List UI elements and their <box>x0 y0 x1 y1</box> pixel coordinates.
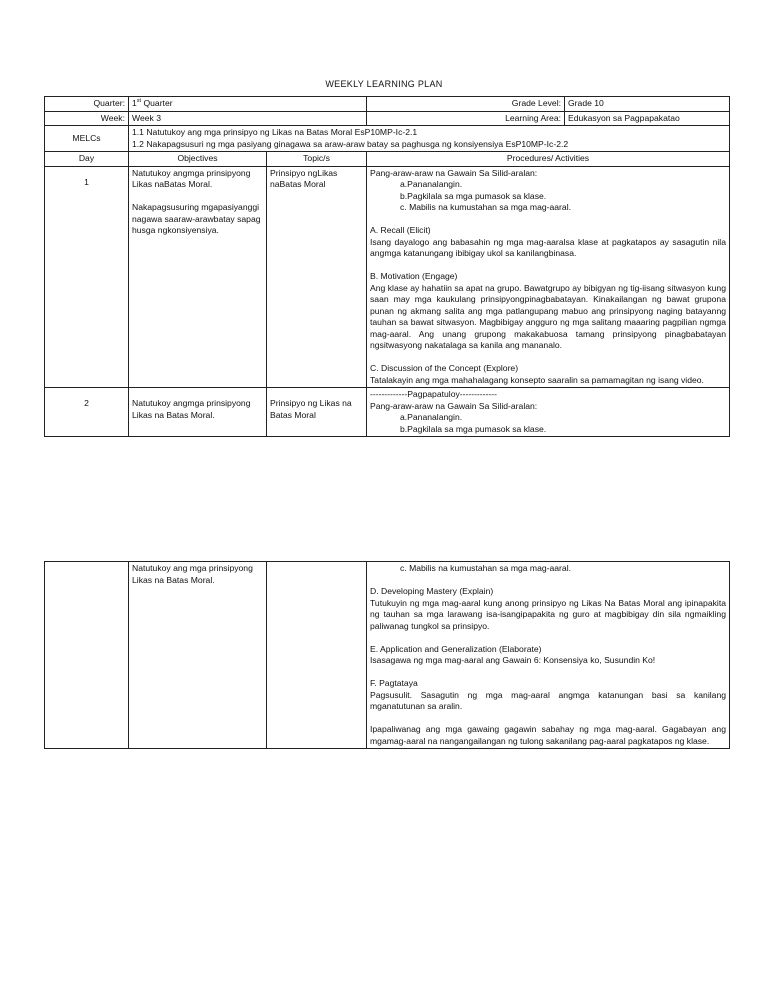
application-title: E. Application and Generalization (Elaborate) <box>370 643 542 654</box>
page-title: WEEKLY LEARNING PLAN <box>325 79 443 89</box>
page-2-procedures <box>367 562 730 749</box>
day-1-number: 1 <box>45 166 129 388</box>
col-day-header: Day <box>45 152 129 167</box>
weekly-plan-table <box>44 96 730 437</box>
application-text: Isasagawa ng mga mag-aaral ang Gawain 6: Konsensiya ko, Susundin Ko! <box>370 655 656 665</box>
week-value: Week 3 <box>129 111 367 126</box>
pagtataya-title: F. Pagtataya <box>370 678 418 688</box>
col-procedures-header: Procedures/ Activities <box>367 152 730 167</box>
day-2-topic: Prinsipyo ng Likas na Batas Moral <box>267 388 367 437</box>
day-1-row <box>45 166 730 388</box>
day-1-objective-2: Nakapagsusuring mgapasiyangginagawa saaraw-arawbatay sapaghusga ngkonsiyensiya. <box>132 202 261 235</box>
melcs-label: MELCs <box>45 126 129 152</box>
day-2-routine-a: a.Pananalangin. <box>400 412 463 422</box>
col-objectives-header: Objectives <box>129 152 267 167</box>
day-2-routine-b: b.Pagkilala sa mga pumasok sa klase. <box>400 423 547 434</box>
recall-text: Isang dayalogo ang babasahin ng mga mag-aaralsa klase at pagkatapos ay sasagutin nila angmga katanungang ibibigay ukol sa kanilangbinasa. <box>370 236 726 258</box>
page-2-objective: Natutukoy ang mga prinsipyong Likas na Batas Moral. <box>129 562 267 749</box>
day-1-routine-b: b.Pagkilala sa mga pumasok sa klase. <box>400 190 547 201</box>
day-1-routine-c: c. Mabilis na kumustahan sa mga mag-aaral. <box>400 202 571 212</box>
day-1-routine-title: Pang-araw-araw na Gawain Sa Silid-aralan: <box>370 167 538 178</box>
day-2-routine-title: Pang-araw-araw na Gawain Sa Silid-aralan: <box>370 400 538 411</box>
week-label: Week: <box>45 111 129 126</box>
quarter-value: 1st Quarter <box>129 97 367 112</box>
page-2-row <box>45 562 730 749</box>
learning-area-label: Learning Area: <box>367 111 565 126</box>
page-2-topic-cell <box>267 562 367 749</box>
motivation-text: Ang klase ay hahatiin sa apat na grupo. Bawatgrupo ay bibigyan ng tig-iisang sitwasyon kung saan may mga kaukulang prinsipyongpinagbabatayan. Kinakailangan ng bawat grupona punan ng akmang salita ang mga patlangupang mabuo ang prinsipyong naging batayanng tauhan sa bawat sitwasyon. Magbibigay angguro ng mga salitang maaaring pagpilian ngmga mag-aaral. Ang unang grupong makakabuosa tamang prinsipyong pinagbabatayan ngsitwasyong nakatalaga sa kanila ang mananalo. <box>370 282 726 350</box>
day-1-objectives <box>129 166 267 388</box>
mastery-text: Tutukuyin ng mga mag-aaral kung anong prinsipyo ng Likas Na Batas Moral ang ipinapakita ng tauhan sa mga larawang isa-isangipapakita ng guro at magbibigay din sila ngmaikling paliwanag tungkol sa prinsipyo. <box>370 597 726 631</box>
melc-2: 1.2 Nakapagsusuri ng mga pasiyang ginagawa sa araw-araw batay sa paghusga ng konsiyensiya EsP10MP-Ic-2.2 <box>132 138 569 149</box>
day-1-objective-1: Natutukoy angmga prinsipyong Likas naBatas Moral. <box>132 167 251 189</box>
recall-title: A. Recall (Elicit) <box>370 225 431 235</box>
page-2-routine-c: c. Mabilis na kumustahan sa mga mag-aaral. <box>400 563 571 573</box>
day-1-routine-a: a.Pananalangin. <box>400 179 463 189</box>
grade-level-value: Grade 10 <box>565 97 730 112</box>
learning-area-value: Edukasyon sa Pagpapakatao <box>565 111 730 126</box>
day-2-objectives: Natutukoy angmga prinsipyong Likas na Batas Moral. <box>129 388 267 437</box>
motivation-title: B. Motivation (Engage) <box>370 271 458 281</box>
continuation-marker: -------------Pagpapatuloy------------- <box>370 389 497 399</box>
col-topics-header: Topic/s <box>267 152 367 167</box>
quarter-label: Quarter: <box>45 97 129 112</box>
day-2-number: 2 <box>45 388 129 437</box>
discussion-title: C. Discussion of the Concept (Explore) <box>370 363 519 373</box>
page-2-day-cell <box>45 562 129 749</box>
closing-text: Ipapaliwanag ang mga gawaing gagawin sabahay ng mga mag-aaral. Gagabayan ang mgamag-aaral na nangangailangan ng tulong sakanilang pag-aaral pagkatapos ng klase. <box>370 724 726 746</box>
melcs-cell <box>129 126 730 152</box>
weekly-plan-table-continued <box>44 561 730 749</box>
day-1-procedures <box>367 166 730 388</box>
day-2-row <box>45 388 730 437</box>
mastery-title: D. Developing Mastery (Explain) <box>370 586 494 596</box>
melc-1: 1.1 Natutukoy ang mga prinsipyo ng Likas na Batas Moral EsP10MP-Ic-2.1 <box>132 127 418 137</box>
day-1-topic: Prinsipyo ngLikas naBatas Moral <box>267 166 367 388</box>
day-2-procedures <box>367 388 730 437</box>
discussion-text: Tatalakayin ang mga mahahalagang konsepto saaralin sa pamamagitan ng isang video. <box>370 374 704 385</box>
pagtataya-text: Pagsusulit. Sasagutin ng mga mag-aaral angmga katanungan basi sa kanilang mganatutunan sa aralin. <box>370 689 726 711</box>
grade-level-label: Grade Level: <box>367 97 565 112</box>
